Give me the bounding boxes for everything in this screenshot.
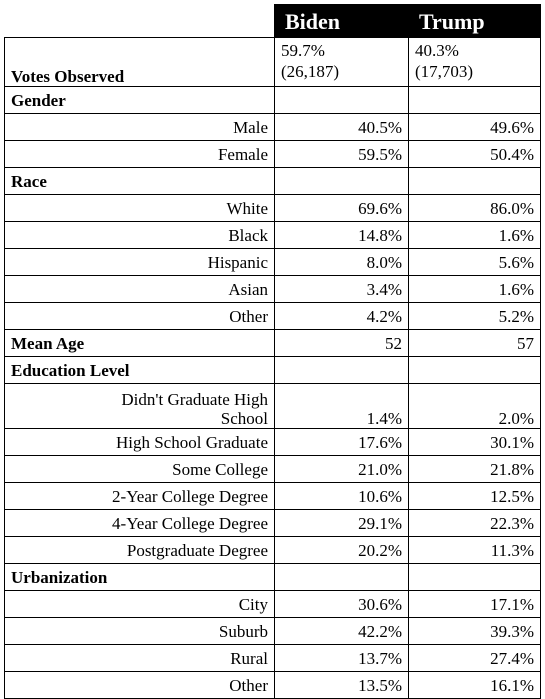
table-row [5, 537, 541, 564]
trump-value: 1.6% [409, 222, 541, 249]
biden-value: 40.5% [275, 114, 409, 141]
table-row [5, 456, 541, 483]
votes-trump-cell [409, 38, 541, 87]
table-row [5, 384, 541, 429]
biden-value: 4.2% [275, 303, 409, 330]
trump-value: 22.3% [409, 510, 541, 537]
empty-cell [409, 357, 541, 384]
row-label: Hispanic [5, 249, 275, 276]
table-row [5, 114, 541, 141]
section-row-race [5, 168, 541, 195]
section-title-mean-age: Mean Age [5, 330, 275, 357]
biden-value: 29.1% [275, 510, 409, 537]
trump-value: 57 [409, 330, 541, 357]
header-biden: Biden [275, 5, 409, 38]
biden-value: 52 [275, 330, 409, 357]
trump-value: 5.2% [409, 303, 541, 330]
trump-value: 11.3% [409, 537, 541, 564]
biden-value: 10.6% [275, 483, 409, 510]
biden-value: 21.0% [275, 456, 409, 483]
row-label: Postgraduate Degree [5, 537, 275, 564]
trump-value: 30.1% [409, 429, 541, 456]
table-row [5, 591, 541, 618]
row-label-line: Didn't Graduate High [121, 390, 268, 409]
table-row [5, 618, 541, 645]
biden-value: 59.5% [275, 141, 409, 168]
empty-cell [409, 87, 541, 114]
biden-value: 8.0% [275, 249, 409, 276]
row-label: Other [5, 672, 275, 699]
trump-value: 17.1% [409, 591, 541, 618]
biden-value: 69.6% [275, 195, 409, 222]
header-row [5, 5, 541, 38]
table-row [5, 510, 541, 537]
section-title-race: Race [5, 168, 275, 195]
row-label: Female [5, 141, 275, 168]
trump-value: 39.3% [409, 618, 541, 645]
votes-biden-pct: 59.7% [281, 41, 325, 60]
trump-value: 50.4% [409, 141, 541, 168]
biden-value: 42.2% [275, 618, 409, 645]
section-title-education: Education Level [5, 357, 275, 384]
table-row [5, 645, 541, 672]
table-row [5, 222, 541, 249]
row-label-line: School [220, 409, 268, 428]
trump-value: 5.6% [409, 249, 541, 276]
empty-cell [275, 168, 409, 195]
demographics-table [4, 4, 541, 699]
row-label: Other [5, 303, 275, 330]
section-row-gender [5, 87, 541, 114]
empty-cell [409, 564, 541, 591]
section-row-education [5, 357, 541, 384]
votes-observed-row [5, 38, 541, 87]
table-row [5, 672, 541, 699]
row-label: White [5, 195, 275, 222]
header-blank-cell [5, 5, 275, 38]
row-label: Rural [5, 645, 275, 672]
votes-trump-count: (17,703) [415, 62, 474, 81]
votes-biden-cell [275, 38, 409, 87]
section-row-urbanization [5, 564, 541, 591]
table-row [5, 483, 541, 510]
biden-value: 13.7% [275, 645, 409, 672]
biden-value: 30.6% [275, 591, 409, 618]
table-row [5, 303, 541, 330]
row-label: 2-Year College Degree [5, 483, 275, 510]
empty-cell [275, 564, 409, 591]
trump-value: 16.1% [409, 672, 541, 699]
trump-value: 86.0% [409, 195, 541, 222]
empty-cell [275, 87, 409, 114]
section-title-gender: Gender [5, 87, 275, 114]
row-label: Black [5, 222, 275, 249]
empty-cell [275, 357, 409, 384]
trump-value: 27.4% [409, 645, 541, 672]
trump-value: 21.8% [409, 456, 541, 483]
row-label: City [5, 591, 275, 618]
section-title-urbanization: Urbanization [5, 564, 275, 591]
table-row [5, 249, 541, 276]
header-trump: Trump [409, 5, 541, 38]
biden-value: 3.4% [275, 276, 409, 303]
table-row [5, 141, 541, 168]
trump-value: 12.5% [409, 483, 541, 510]
votes-trump-pct: 40.3% [415, 41, 459, 60]
biden-value: 17.6% [275, 429, 409, 456]
row-label [5, 384, 275, 429]
trump-value: 2.0% [409, 384, 541, 429]
row-label: 4-Year College Degree [5, 510, 275, 537]
row-label: Some College [5, 456, 275, 483]
table-row [5, 429, 541, 456]
row-label: Suburb [5, 618, 275, 645]
trump-value: 49.6% [409, 114, 541, 141]
row-label: Asian [5, 276, 275, 303]
biden-value: 20.2% [275, 537, 409, 564]
row-label: Male [5, 114, 275, 141]
biden-value: 13.5% [275, 672, 409, 699]
biden-value: 14.8% [275, 222, 409, 249]
table-row [5, 276, 541, 303]
biden-value: 1.4% [275, 384, 409, 429]
table-row [5, 195, 541, 222]
votes-observed-label: Votes Observed [5, 38, 275, 87]
row-label: High School Graduate [5, 429, 275, 456]
trump-value: 1.6% [409, 276, 541, 303]
votes-biden-count: (26,187) [281, 62, 340, 81]
mean-age-row [5, 330, 541, 357]
empty-cell [409, 168, 541, 195]
